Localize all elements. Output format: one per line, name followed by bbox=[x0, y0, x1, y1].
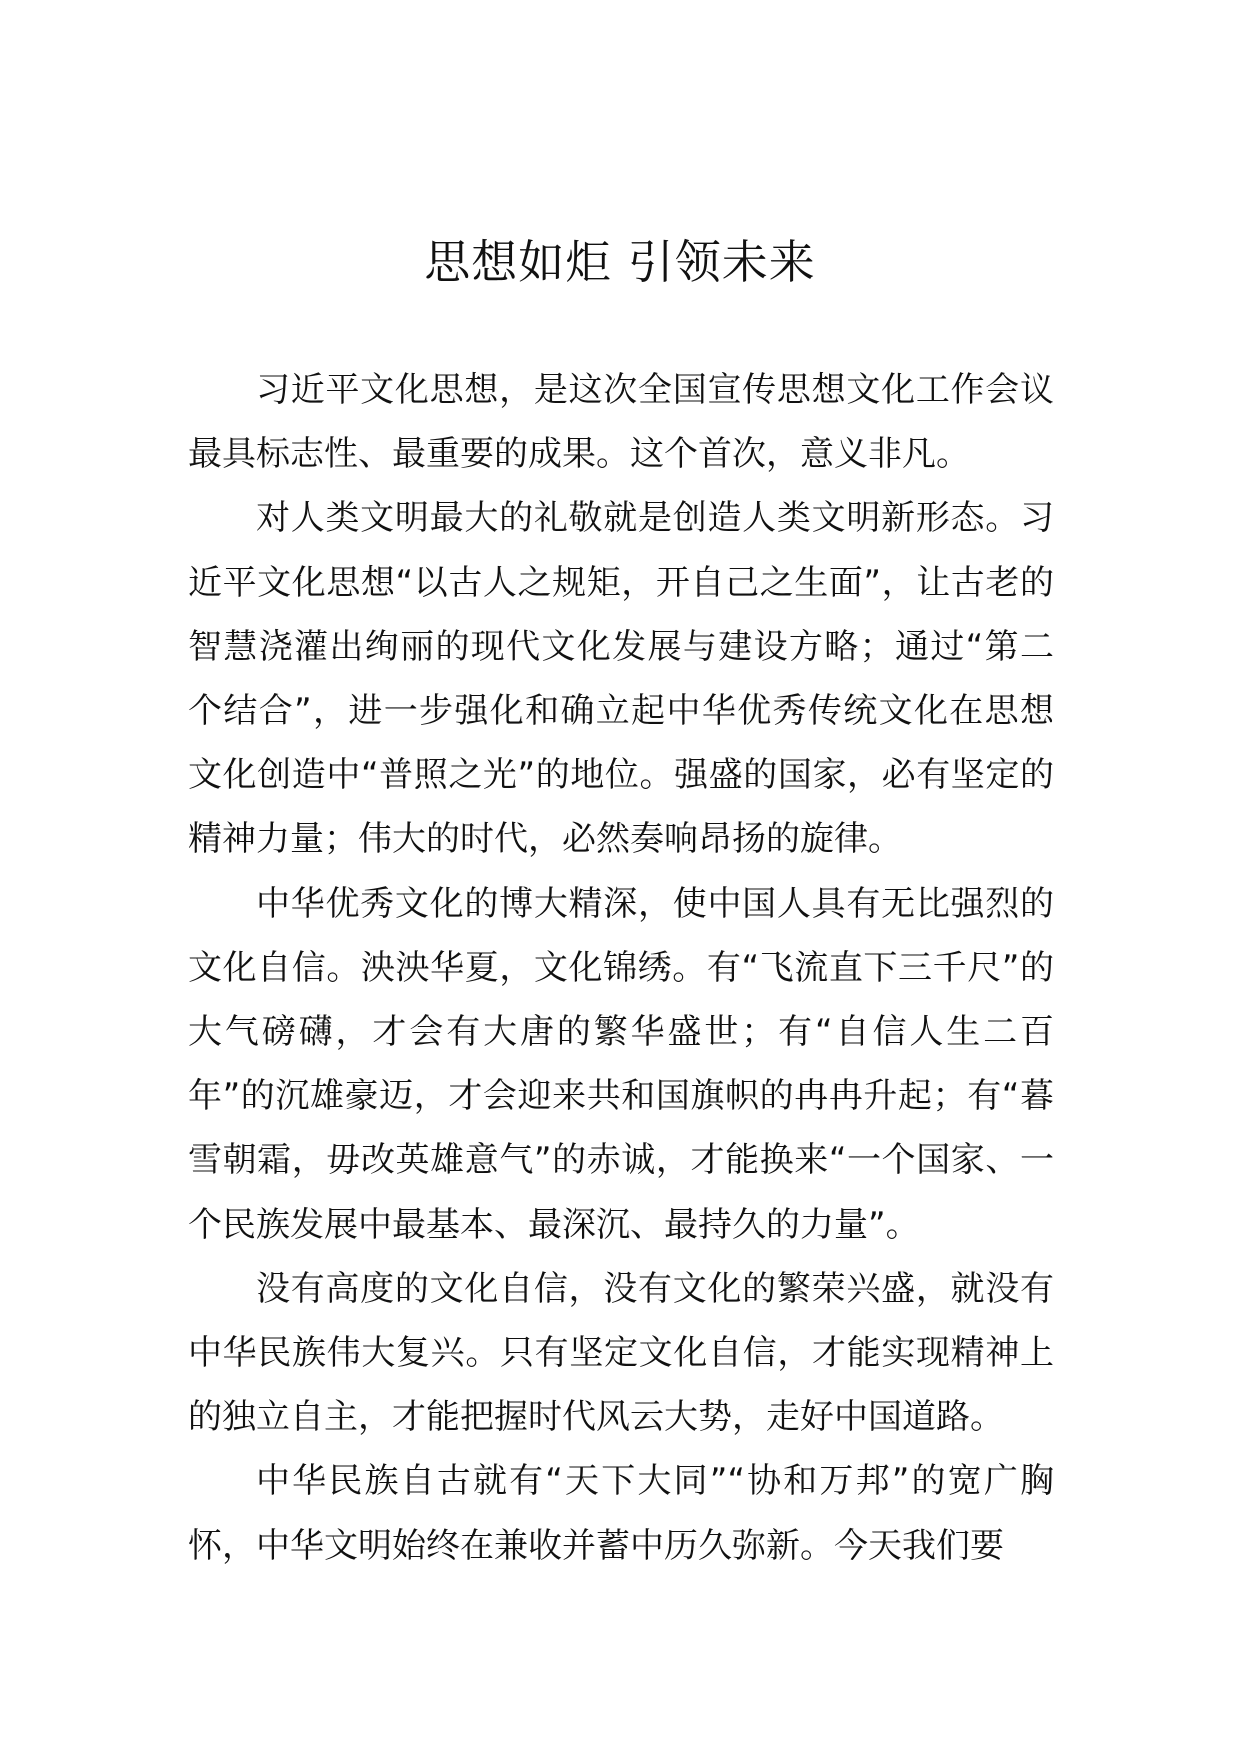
paragraph-2: 对人类文明最大的礼敬就是创造人类文明新形态。习近平文化思想“以古人之规矩，开自己之生面”，让古老的智慧浇灌出绚丽的现代文化发展与建设方略；通过“第二个结合”，进一步强化和确立起中华优秀传统文化在思想文化创造中“普照之光”的地位。强盛的国家，必有坚定的精神力量；伟大的时代，必然奏响昂扬的旋律。 bbox=[188, 498, 1054, 860]
paragraph-5: 中华民族自古就有“天下大同”“协和万邦”的宽广胸怀，中华文明始终在兼收并蓄中历久弥新。今天我们要 bbox=[188, 1461, 1054, 1566]
paragraph-4: 没有高度的文化自信，没有文化的繁荣兴盛，就没有中华民族伟大复兴。只有坚定文化自信，才能实现精神上的独立自主，才能把握时代风云大势，走好中国道路。 bbox=[188, 1268, 1054, 1438]
document-body bbox=[188, 358, 1054, 1578]
paragraph-1: 习近平文化思想，是这次全国宣传思想文化工作会议最具标志性、最重要的成果。这个首次，意义非凡。 bbox=[188, 370, 1054, 475]
paragraph-3: 中华优秀文化的博大精深，使中国人具有无比强烈的文化自信。泱泱华夏，文化锦绣。有“飞流直下三千尺”的大气磅礴，才会有大唐的繁华盛世；有“自信人生二百年”的沉雄豪迈，才会迎来共和国旗帜的冉冉升起；有“暮雪朝霜，毋改英雄意气”的赤诚，才能换来“一个国家、一个民族发展中最基本、最深沉、最持久的力量”。 bbox=[188, 883, 1054, 1245]
document-title: 思想如炬 引领未来 bbox=[424, 235, 816, 289]
